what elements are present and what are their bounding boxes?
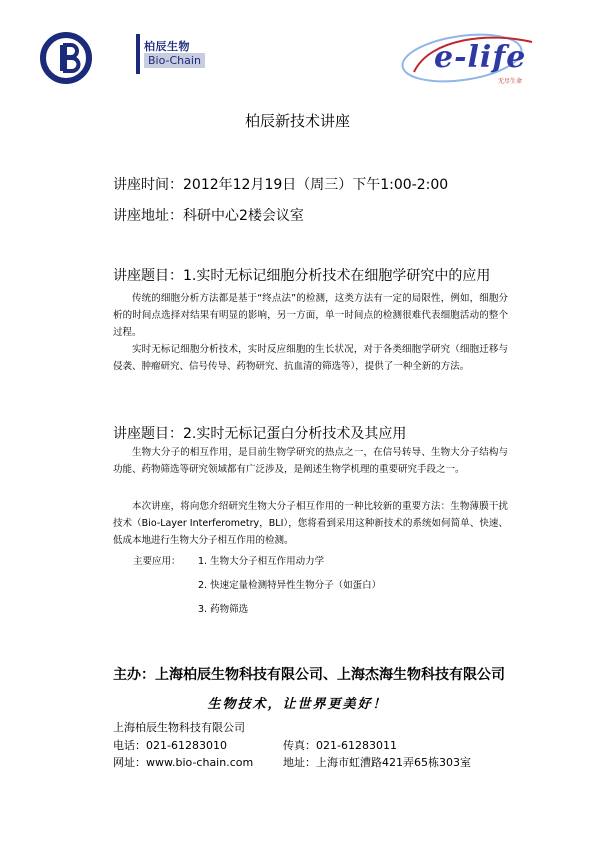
footer-address: 地址：上海市虹漕路421弄65栋303室 [283,756,471,769]
footer-fax: 传真：021-61283011 [283,739,397,752]
lecture-time: 讲座时间：2012年12月19日（周三）下午1:00-2:00 [113,177,449,193]
slogan: 生物技术，让世界更美好！ [207,697,388,712]
footer-company: 上海柏辰生物科技有限公司 [113,721,245,734]
topic-1-heading: 讲座题目：1.实时无标记细胞分析技术在细胞学研究中的应用 [113,268,491,284]
organizer-line: 主办：上海柏辰生物科技有限公司、上海杰海生物科技有限公司 [113,667,505,683]
applications-label: 主要应用： [133,556,181,567]
e-life-word: e-life [434,40,527,75]
e-life-tagline: 无尽生命 [498,78,523,85]
page-title: 柏辰新技术讲座 [244,112,350,130]
lecture-place: 讲座地址：科研中心2楼会议室 [113,208,304,224]
bio-chain-logo [40,32,201,84]
list-item: 2. 快速定量检测特异性生物分子（如蛋白） [198,580,382,591]
topic-1-paragraph: 实时无标记细胞分析技术，实时反应细胞的生长状况，对于各类细胞学研究（细胞迁移与侵袭、肿瘤研究、信号传导、药物研究、抗血清的筛选等），提供了一种全新的方法。 [113,344,508,372]
footer-phone: 电话：021-61283010 [113,739,227,752]
topic-2-paragraph: 生物大分子的相互作用，是目前生物学研究的热点之一，在信号转导、生物大分子结构与功能、药物筛选等研究领域都有广泛涉及，是阐述生物学机理的重要研究手段之一。 [113,447,508,475]
topic-2-heading: 讲座题目：2.实时无标记蛋白分析技术及其应用 [113,426,407,442]
list-item: 1. 生物大分子相互作用动力学 [198,556,325,567]
bio-chain-logo-icon [40,32,92,84]
e-life-logo [400,28,550,88]
logo-cn-text: 柏辰生物 [144,40,190,53]
list-item: 3. 药物筛选 [198,604,249,615]
logo-en-text: Bio-Chain [144,53,205,68]
applications-list [198,553,381,625]
logo-divider [136,34,140,74]
footer-website: 网址：www.bio-chain.com [113,756,254,769]
topic-1-paragraph: 传统的细胞分析方法都是基于“终点法”的检测，这类方法有一定的局限性，例如，细胞分析的时间点选择对结果有明显的影响，另一方面，单一时间点的检测很难代表细胞活动的整个过程。 [113,293,508,338]
topic-2-paragraph: 本次讲座，将向您介绍研究生物大分子相互作用的一种比较新的重要方法：生物薄膜干扰技术（Bio-Layer Interferometry，BLI），您将看到采用这种新技术的系统如何简单、快速、低成本地进行生物大分子相互作用的检测。 [113,501,508,546]
